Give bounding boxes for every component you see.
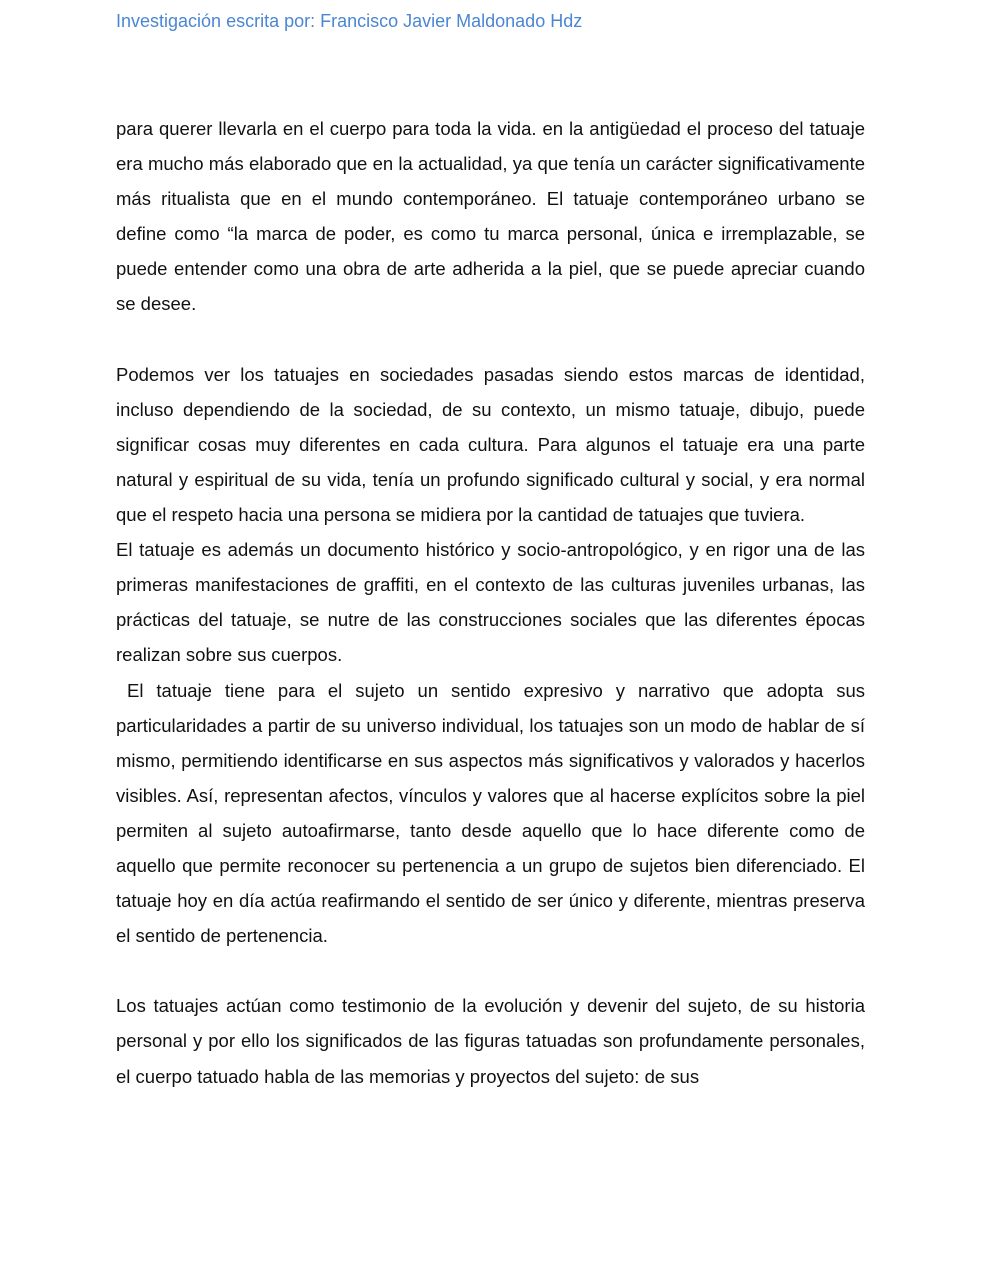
- paragraph-5: Los tatuajes actúan como testimonio de la evolución y devenir del sujeto, de su historia personal y por ello los significados de las figuras tatuadas son profundamente personales, el cuerpo tatuado habla de las memorias y proyectos del sujeto: de sus: [116, 995, 865, 1087]
- paragraph-3: El tatuaje es además un documento histórico y socio-antropológico, y en rigor una de las primeras manifestaciones de graffiti, en el contexto de las culturas juveniles urbanas, las prácticas del tatuaje, se nutre de las construcciones sociales que las diferentes épocas realizan sobre sus cuerpos.: [116, 539, 865, 666]
- page-header: Investigación escrita por: Francisco Javier Maldonado Hdz: [116, 11, 583, 31]
- paragraph-4: El tatuaje tiene para el sujeto un sentido expresivo y narrativo que adopta sus particularidades a partir de su universo individual, los tatuajes son un modo de hablar de sí mismo, permitiendo identificarse en sus aspectos más significativos y valorados y hacerlos visibles. Así, representan afectos, vínculos y valores que al hacerse explícitos sobre la piel permiten al sujeto autoafirmarse, tanto desde aquello que lo hace diferente como de aquello que permite reconocer su pertenencia a un grupo de sujetos bien diferenciado. El tatuaje hoy en día actúa reafirmando el sentido de ser único y diferente, mientras preserva el sentido de pertenencia.: [116, 679, 865, 947]
- document-body: [116, 111, 865, 1094]
- paragraph-2: Podemos ver los tatuajes en sociedades pasadas siendo estos marcas de identidad, incluso dependiendo de la sociedad, de su contexto, un mismo tatuaje, dibujo, puede significar cosas muy diferentes en cada cultura. Para algunos el tatuaje era una parte natural y espiritual de su vida, tenía un profundo significado cultural y social, y era normal que el respeto hacia una persona se midiera por la cantidad de tatuajes que tuviera.: [116, 363, 865, 526]
- paragraph-1: para querer llevarla en el cuerpo para toda la vida. en la antigüedad el proceso del tatuaje era mucho más elaborado que en la actualidad, ya que tenía un carácter significativamente más ritualista que en el mundo contemporáneo. El tatuaje contemporáneo urbano se define como “la marca de poder, es como tu marca personal, única e irremplazable, se puede entender como una obra de arte adherida a la piel, que se puede apreciar cuando se desee.: [116, 118, 865, 315]
